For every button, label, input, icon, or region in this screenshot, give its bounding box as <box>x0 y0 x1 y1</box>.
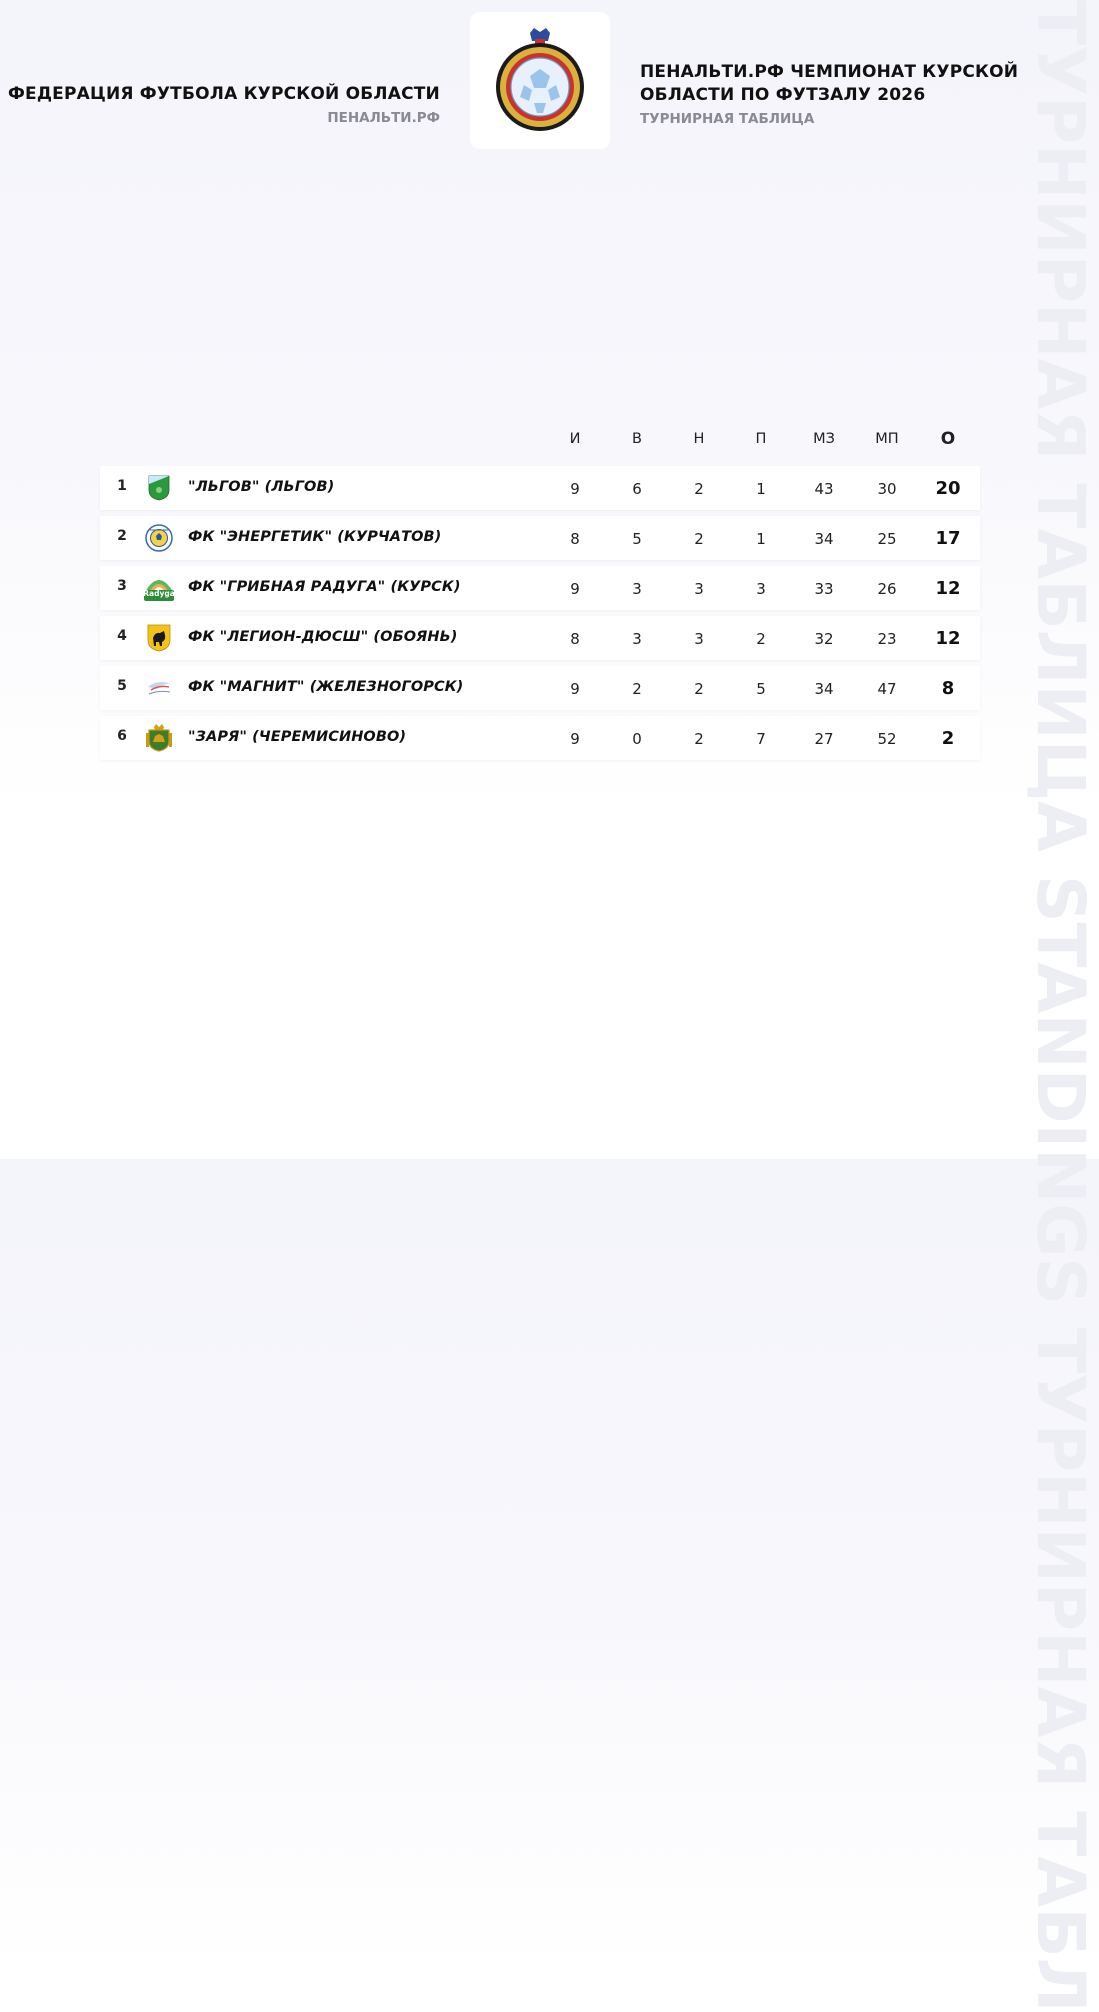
table-row[interactable] <box>100 666 980 710</box>
points: 17 <box>935 528 961 549</box>
table-row[interactable] <box>100 616 980 660</box>
played: 8 <box>570 630 580 648</box>
points: 20 <box>935 478 961 499</box>
goals-for: 34 <box>814 530 834 548</box>
team-name[interactable]: ФК "МАГНИТ" (ЖЕЛЕЗНОГОРСК) <box>188 679 464 695</box>
drawn: 3 <box>694 630 704 648</box>
goals-against: 47 <box>877 680 897 698</box>
energetik-crest-icon <box>143 522 175 554</box>
position: 6 <box>117 728 127 744</box>
lost: 3 <box>756 580 766 598</box>
championship-header <box>640 61 1020 127</box>
position: 5 <box>117 678 127 694</box>
won: 5 <box>632 530 642 548</box>
points: 12 <box>935 578 961 599</box>
played: 9 <box>570 480 580 498</box>
federation-header <box>8 84 440 126</box>
goals-against: 52 <box>877 730 897 748</box>
won: 6 <box>632 480 642 498</box>
magnit-crest-icon <box>143 672 175 704</box>
table-row[interactable] <box>100 566 980 610</box>
position: 4 <box>117 628 127 644</box>
drawn: 3 <box>694 580 704 598</box>
team-name[interactable]: "ЛЬГОВ" (ЛЬГОВ) <box>188 479 335 495</box>
lost: 2 <box>756 630 766 648</box>
points: 8 <box>941 678 955 699</box>
championship-subtitle: ТУРНИРНАЯ ТАБЛИЦА <box>640 111 815 127</box>
table-row[interactable] <box>100 516 980 560</box>
goals-for: 43 <box>814 480 834 498</box>
lost: 1 <box>756 480 766 498</box>
federation-logo <box>470 12 610 149</box>
col-points: О <box>940 429 956 449</box>
federation-crest-icon <box>488 27 592 135</box>
played: 8 <box>570 530 580 548</box>
goals-against: 26 <box>877 580 897 598</box>
standings-watermark: ТУРНИРНАЯ ТАБЛИЦА STANDINGS ТУРНИРНАЯ ТАБЛ <box>1022 0 1099 2012</box>
table-header <box>100 420 980 460</box>
lgov-crest-icon <box>143 472 175 504</box>
team-name[interactable]: ФК "ГРИБНАЯ РАДУГА" (КУРСК) <box>188 579 461 595</box>
points: 2 <box>941 728 955 749</box>
goals-for: 33 <box>814 580 834 598</box>
played: 9 <box>570 730 580 748</box>
position: 3 <box>117 578 127 594</box>
championship-title: ПЕНАЛЬТИ.РФ ЧЕМПИОНАТ КУРСКОЙ ОБЛАСТИ ПО ФУТЗАЛУ 2026 <box>640 62 1019 105</box>
points: 12 <box>935 628 961 649</box>
goals-for: 27 <box>814 730 834 748</box>
zarya-crest-icon <box>143 722 175 754</box>
won: 3 <box>632 580 642 598</box>
goals-for: 32 <box>814 630 834 648</box>
lost: 7 <box>756 730 766 748</box>
goals-for: 34 <box>814 680 834 698</box>
table-row[interactable] <box>100 466 980 510</box>
drawn: 2 <box>694 730 704 748</box>
won: 0 <box>632 730 642 748</box>
col-goals-for: МЗ <box>813 431 835 447</box>
table-row[interactable] <box>100 716 980 760</box>
legion-crest-icon <box>143 622 175 654</box>
federation-subtitle: ПЕНАЛЬТИ.РФ <box>327 110 440 126</box>
gribnaya-raduga-crest-icon <box>143 572 175 604</box>
federation-title: ФЕДЕРАЦИЯ ФУТБОЛА КУРСКОЙ ОБЛАСТИ <box>7 84 440 104</box>
goals-against: 30 <box>877 480 897 498</box>
goals-against: 23 <box>877 630 897 648</box>
drawn: 2 <box>694 530 704 548</box>
team-name[interactable]: "ЗАРЯ" (ЧЕРЕМИСИНОВО) <box>188 729 407 745</box>
standings-table <box>100 420 980 760</box>
goals-against: 25 <box>877 530 897 548</box>
won: 3 <box>632 630 642 648</box>
lost: 1 <box>756 530 766 548</box>
won: 2 <box>632 680 642 698</box>
col-drawn: Н <box>693 431 705 447</box>
drawn: 2 <box>694 480 704 498</box>
team-name[interactable]: ФК "ЭНЕРГЕТИК" (КУРЧАТОВ) <box>188 529 442 545</box>
played: 9 <box>570 680 580 698</box>
position: 1 <box>117 478 127 494</box>
col-played: И <box>569 431 581 447</box>
col-goals-against: МП <box>875 431 899 447</box>
drawn: 2 <box>694 680 704 698</box>
team-name[interactable]: ФК "ЛЕГИОН-ДЮСШ" (ОБОЯНЬ) <box>188 629 458 645</box>
crest-text: Radyga <box>143 589 175 598</box>
played: 9 <box>570 580 580 598</box>
col-won: В <box>632 431 642 447</box>
lost: 5 <box>756 680 766 698</box>
position: 2 <box>117 528 127 544</box>
col-lost: П <box>755 431 767 447</box>
